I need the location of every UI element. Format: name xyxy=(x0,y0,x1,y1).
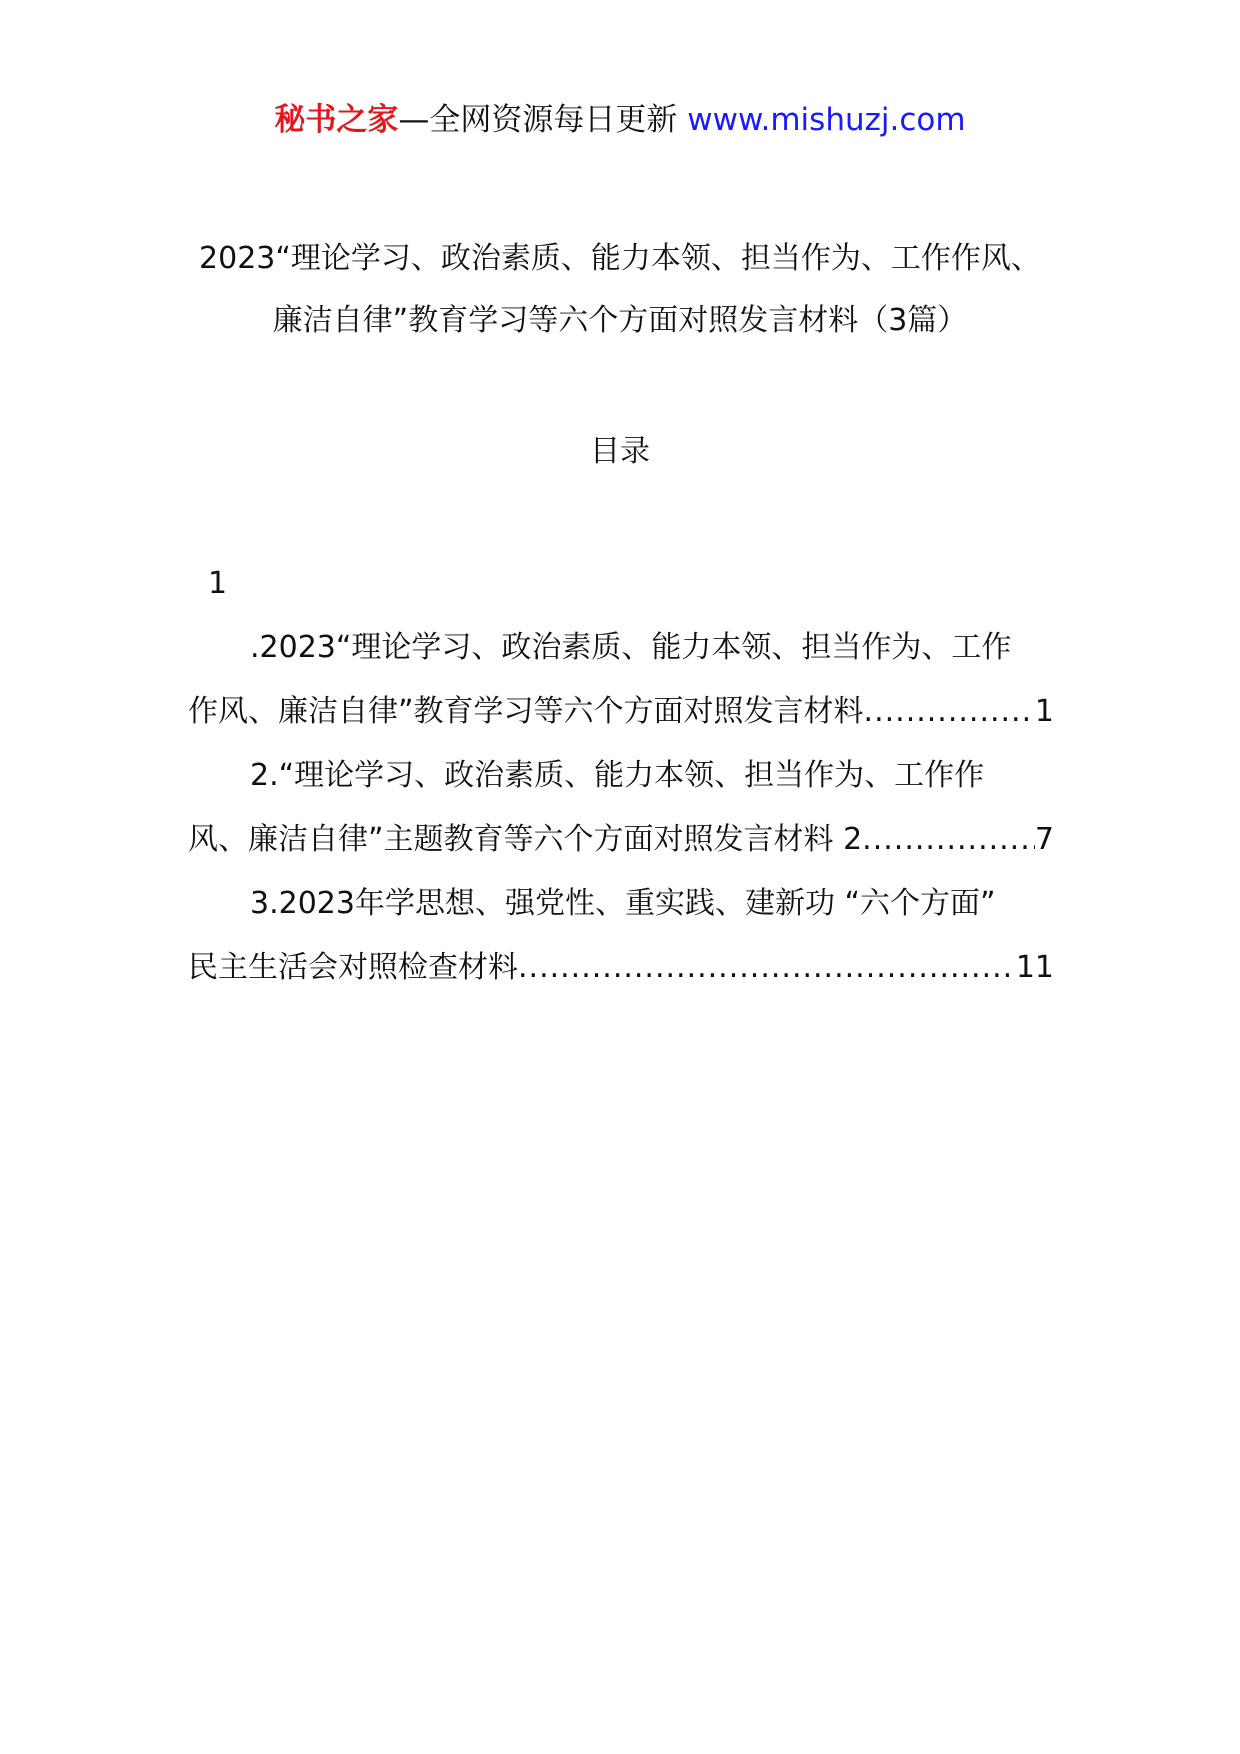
table-of-contents xyxy=(188,616,1054,1000)
toc-entry-2-line-2[interactable] xyxy=(188,808,1054,872)
toc-entry-3-line-2[interactable] xyxy=(188,936,1054,1000)
title-line-2: 廉洁自律”教育学习等六个方面对照发言材料（3篇） xyxy=(272,303,968,338)
toc-page-number: 1 xyxy=(1034,694,1054,729)
header-tagline: —全网资源每日更新 xyxy=(398,102,678,138)
toc-entry-text: 3.2023年学思想、强党性、重实践、建新功 “六个方面” xyxy=(250,886,996,921)
toc-entry-text: .2023“理论学习、政治素质、能力本领、担当作为、工作 xyxy=(250,630,1012,665)
toc-entry-2-line-1[interactable] xyxy=(188,744,1054,808)
toc-leader-dots xyxy=(518,936,1016,1000)
toc-entry-text: 风、廉洁自律”主题教育等六个方面对照发言材料 2 xyxy=(188,822,863,857)
toc-entry-text: 2.“理论学习、政治素质、能力本领、担当作为、工作作 xyxy=(250,758,985,793)
toc-leader-dots xyxy=(864,680,1035,744)
site-url[interactable]: www.mishuzj.com xyxy=(687,102,966,138)
toc-entry-3-line-1[interactable] xyxy=(188,872,1054,936)
toc-entry-1-line-1[interactable] xyxy=(188,616,1054,680)
brand-name: 秘书之家 xyxy=(274,102,399,138)
toc-lead-number: 1 xyxy=(208,566,228,601)
toc-heading: 目录 xyxy=(590,434,650,469)
title-line-1: 2023“理论学习、政治素质、能力本领、担当作为、工作作风、 xyxy=(199,241,1041,276)
toc-entry-text: 民主生活会对照检查材料 xyxy=(188,950,518,985)
toc-page-number: 7 xyxy=(1034,822,1054,857)
site-header xyxy=(0,98,1240,142)
toc-entry-text: 作风、廉洁自律”教育学习等六个方面对照发言材料 xyxy=(188,694,864,729)
toc-entry-1-line-2[interactable] xyxy=(188,680,1054,744)
toc-leader-dots xyxy=(862,808,1035,872)
document-title xyxy=(150,228,1090,352)
toc-page-number: 11 xyxy=(1015,950,1054,985)
